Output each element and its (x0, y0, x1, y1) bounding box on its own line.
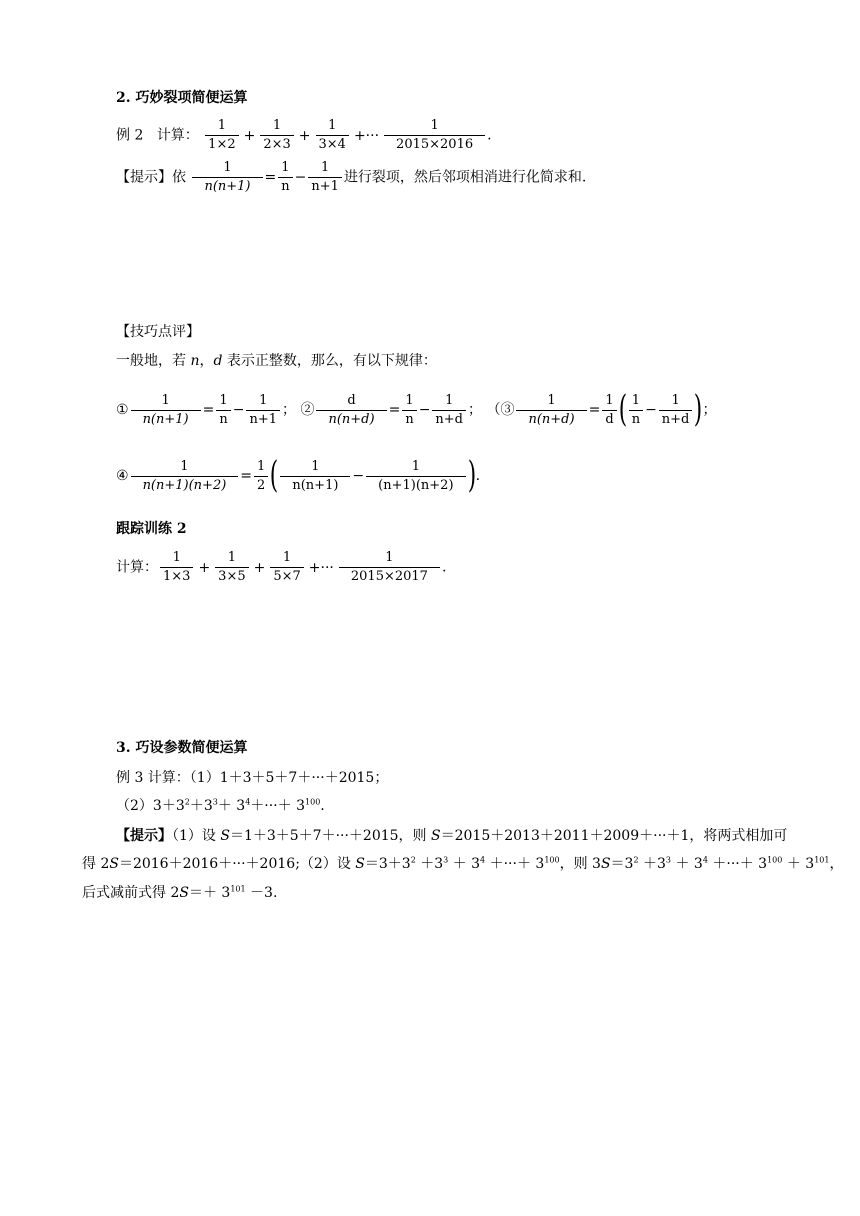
example3-line1: 例 3 计算：（1）1＋3＋5＋7＋···＋2015； (116, 770, 389, 786)
rules-line-1 (116, 389, 717, 430)
fraction-term: $\frac{1}{3\times 5}$ (215, 550, 248, 585)
section3-title: 3. 巧设参数简便运算 (116, 740, 248, 756)
practice2-line: 计算： $\frac{1}{1\times 3}$ + $\frac{1}{3\times 5}$ + $\frac{1}{5\times 7}$ +··· $\frac{1}{2015\times 2017}$ . (116, 550, 447, 584)
fraction-term: $\frac{1}{1\times 3}$ (160, 550, 193, 585)
practice2-title: 跟踪训练 2 (116, 521, 187, 537)
example2-label: 例 2 (116, 127, 144, 144)
fraction: $\frac{1}{n(n+1)}$ (192, 160, 262, 195)
rules-line-2 (116, 455, 481, 496)
example3-line2: $(2)3+3^2+3^3+ 3^4+\cdot\cdot\cdot+ 3^{100}$. (116, 797, 325, 814)
fraction: $\frac{1}{n}$ (278, 160, 292, 195)
rule3: （③ $\frac{1}{n(n+d)}$ = $\frac{1}{d}$ ( $\frac{1}{n}$ − $\frac{1}{n+d}$ )； (486, 389, 717, 430)
tips-title: 【技巧点评】 (116, 324, 200, 340)
hint3-line1: 【提示】（1）设 S＝1＋3＋5＋7＋···＋2015，则 S＝2015＋2013＋2011＋2009＋···＋1，将两式相加可 (116, 828, 788, 844)
hint3-line2: 得 2S＝2016＋2016＋···＋2016;（2）设 $S=3+3^2 +3^3 + 3^4$ ＋···＋ $3^{100}$，则 $3S=3^2 +3^3 + 3^4$ ＋···＋ $3^{100} + 3^{101}$， (82, 855, 844, 872)
rule1: ① $\frac{1}{n(n+1)}$ = $\frac{1}{n}$ − $\frac{1}{n+1}$ ； (116, 392, 297, 427)
section2-title: 2. 巧妙裂项简便运算 (116, 90, 248, 106)
hint-label: 【提示】 (116, 828, 172, 844)
rule2: ② $\frac{d}{n(n+d)}$ = $\frac{1}{n}$ − $\frac{1}{n+d}$ ； (300, 392, 483, 427)
hint-label: 【提示】 (116, 169, 172, 186)
fraction-last-term: $\frac{1}{2015\times 2017}$ (339, 550, 440, 585)
fraction-term: $\frac{1}{5\times 7}$ (270, 550, 303, 585)
fraction-term: $\frac{1}{2\times 3}$ (260, 118, 293, 153)
fraction-term: $\frac{1}{1\times 2}$ (205, 118, 238, 153)
fraction-term: $\frac{1}{3\times 4}$ (316, 118, 349, 153)
example2-line: 例 2 计算： $\frac{1}{1\times 2}$ + $\frac{1}{2\times 3}$ + $\frac{1}{3\times 4}$ +··· $\frac{1}{2015\times 2016}$ . (116, 118, 492, 152)
example2-prompt: 计算： (156, 127, 199, 144)
tips-intro: 一般地，若 n，d 表示正整数，那么，有以下规律： (116, 353, 437, 369)
rule4: ④ $\frac{1}{n(n+1)(n+2)}$ = $\frac{1}{2}$ ( $\frac{1}{n(n+1)}$ − $\frac{1}{(n+1)(n+2)}$ ). (116, 455, 481, 496)
fraction: $\frac{1}{n+1}$ (308, 160, 342, 195)
fraction-last-term: $\frac{1}{2015\times 2016}$ (384, 118, 485, 153)
hint2-line: 【提示】依 $\frac{1}{n(n+1)}$ = $\frac{1}{n}$ − $\frac{1}{n+1}$ 进行裂项，然后邻项相消进行化简求和. (116, 160, 587, 194)
hint3-line3: 后式减前式得 $2S=+ 3^{101} -3$. (82, 884, 278, 901)
